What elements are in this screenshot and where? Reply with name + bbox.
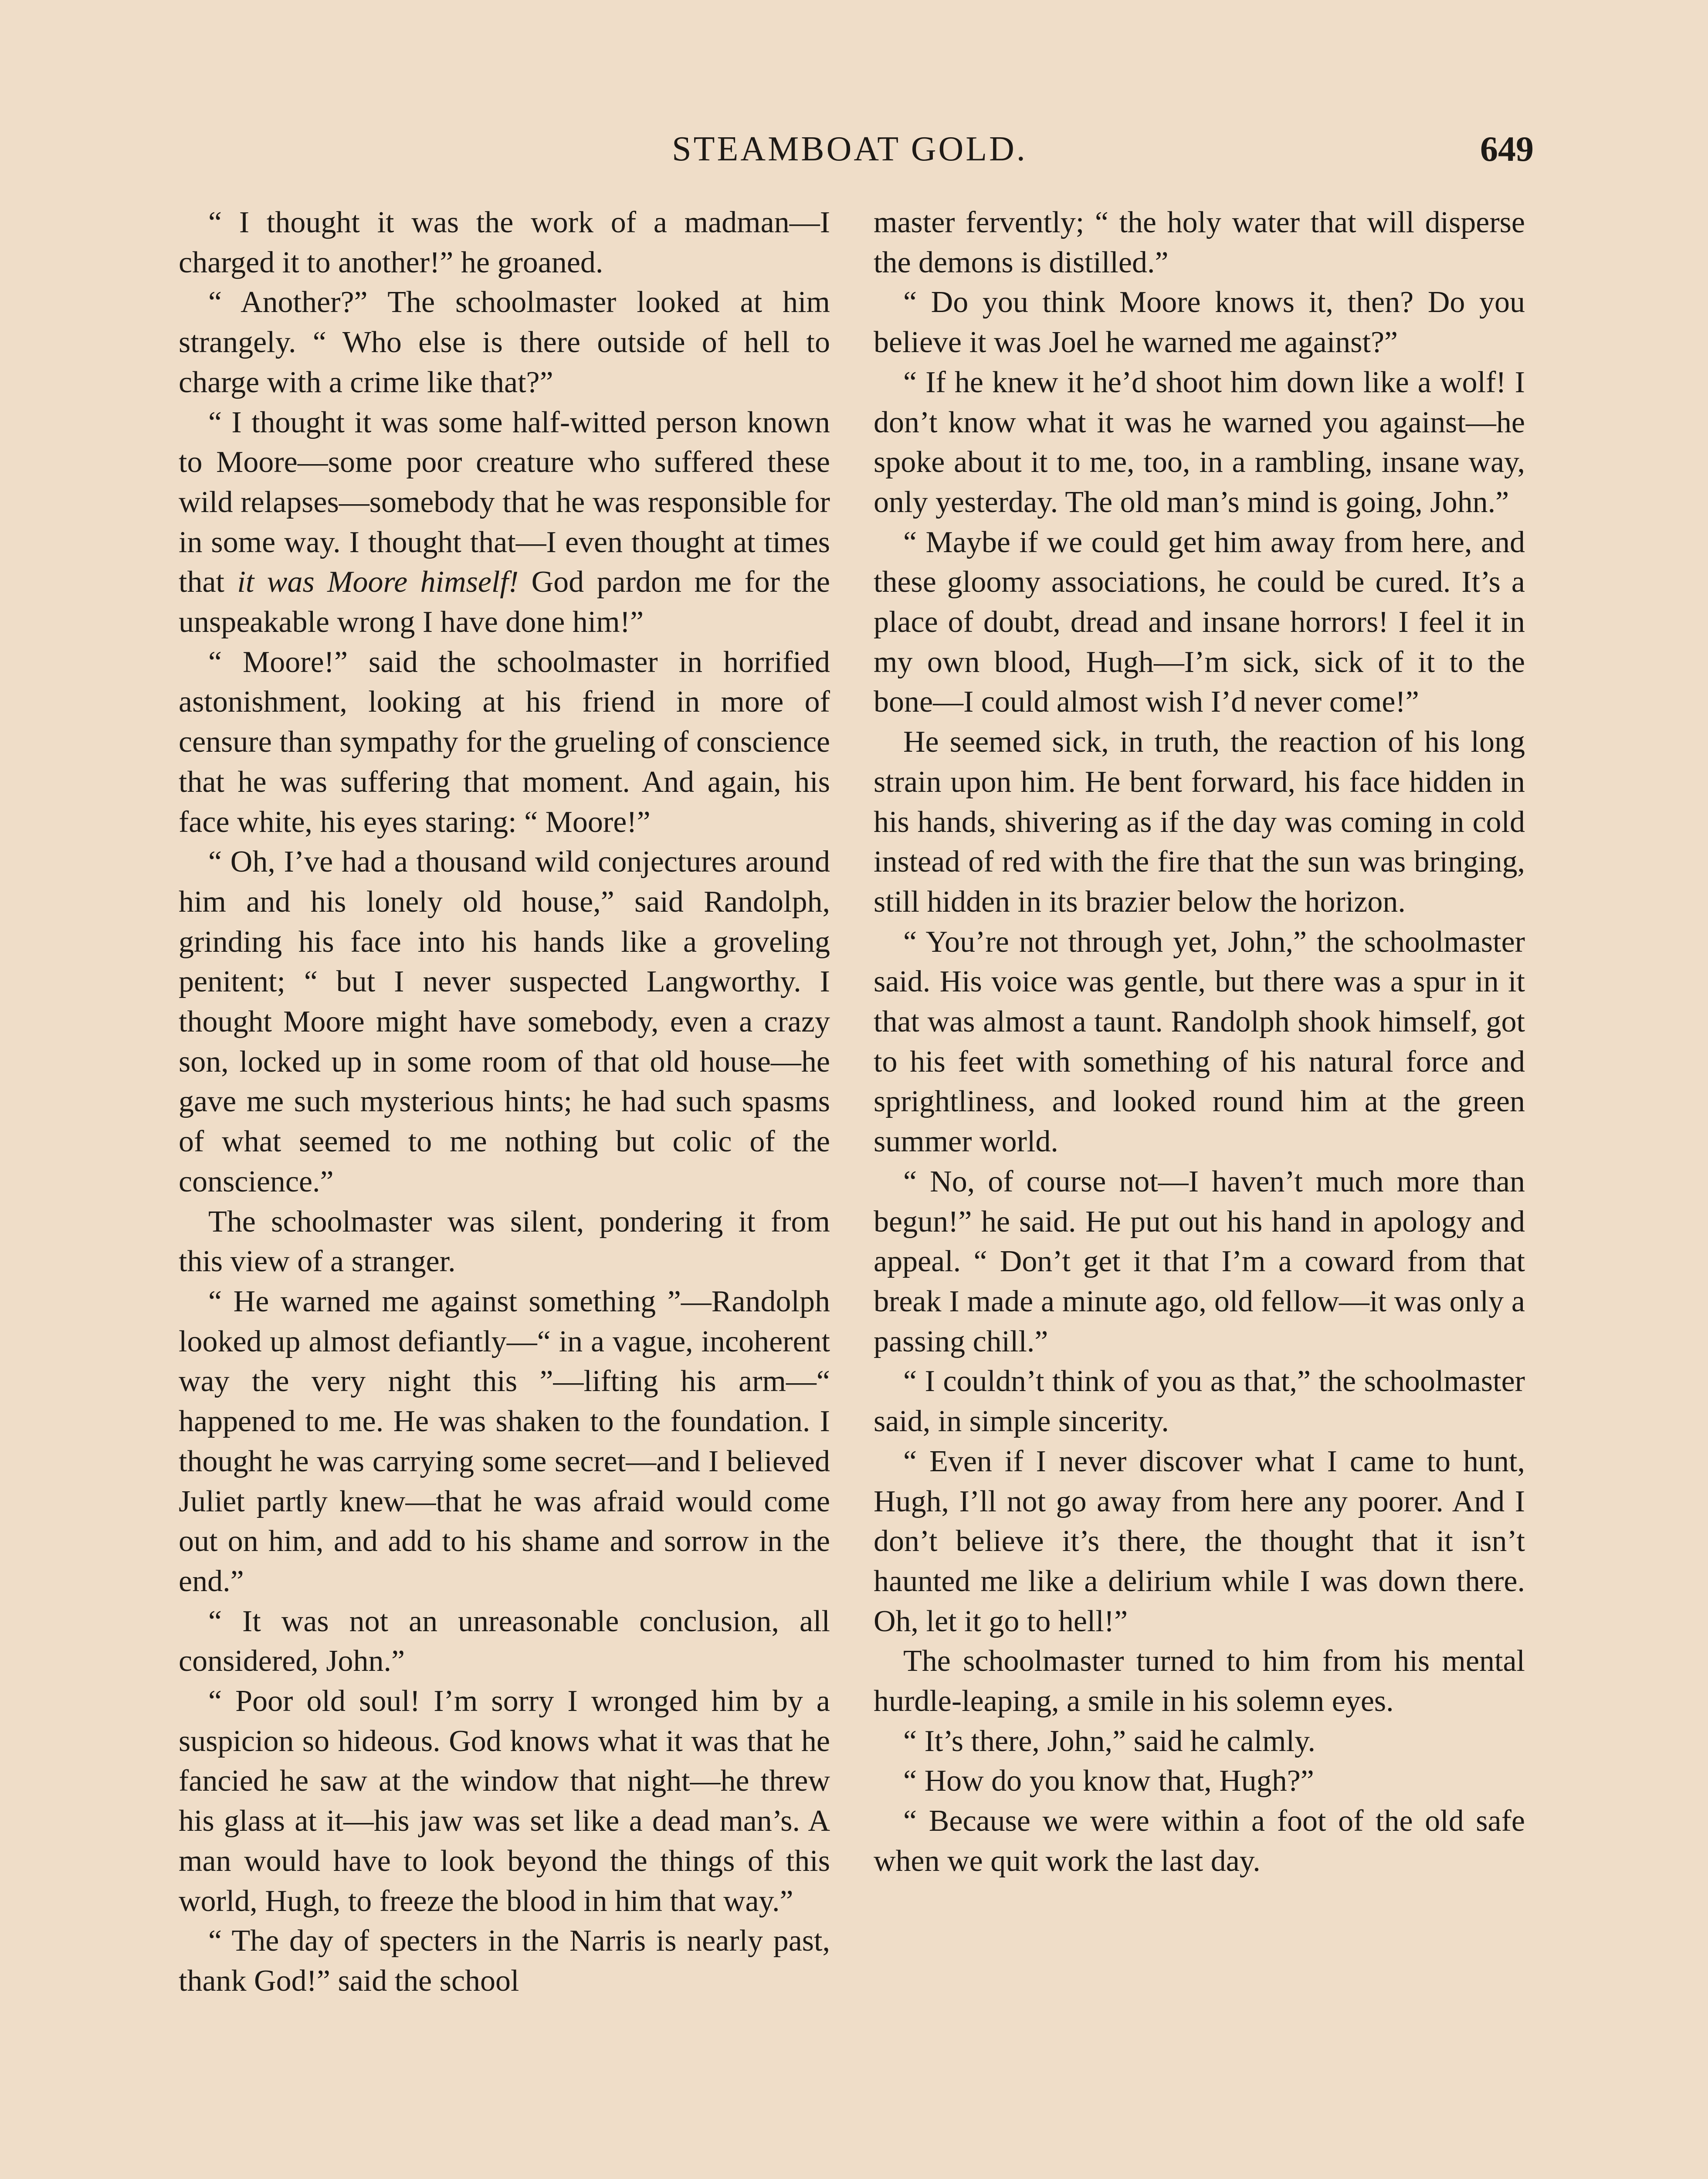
paragraph <box>874 282 1525 362</box>
paragraph-text: “ I couldn’t think of you as that,” the schoolmaster said, in simple sincerity. <box>874 1364 1525 1439</box>
running-title: STEAMBOAT GOLD. <box>672 130 1027 168</box>
paragraph <box>179 1921 830 2001</box>
paragraph <box>874 1641 1525 1721</box>
paragraph <box>874 523 1525 723</box>
paragraph-text: “ Maybe if we could get him away from here, and these gloomy associations, he could be cured. It’s a place of doubt, dread and insane horrors! I feel it in my own blood, Hugh—I’m sick, sick of it to the bone—I could almost wish I’d never come!” <box>874 525 1525 719</box>
paragraph-text: “ You’re not through yet, John,” the schoolmaster said. His voice was gentle, but there was a spur in it that was almost a taunt. Randolph shook himself, got to his feet with something of his natural force and sprightliness, and looked round him at the green summer world. <box>874 925 1525 1159</box>
paragraph-text: “ I thought it was some half-witted person known to Moore—some poor creature who suffered these wild relapses—somebody that he was responsible for in some way. I thought that—I even thought at times that <box>179 405 830 599</box>
paragraph-text: master fervently; “ the holy water that will disperse the demons is distilled.” <box>874 206 1525 279</box>
paragraph <box>874 1361 1525 1441</box>
paragraph-text: “ Oh, I’ve had a thousand wild conjectures around him and his lonely old house,” said Randolph, grinding his face into his hands like a groveling penitent; “ but I never suspected Langworthy. I thought Moore might have somebody, even a crazy son, locked up in some room of that old house—he gave me such mysterious hints; he had such spasms of what seemed to me nothing but colic of the conscience.” <box>179 845 830 1198</box>
paragraph <box>874 1721 1525 1762</box>
paragraph-text: “ Even if I never discover what I came to hunt, Hugh, I’ll not go away from here any poorer. And I don’t believe it’s there, the thought that it isn’t haunted me like a delirium while I was down there. Oh, let it go to hell!” <box>874 1444 1525 1638</box>
paragraph-text: “ It’s there, John,” said he calmly. <box>903 1724 1315 1758</box>
paragraph-text: “ Because we were within a foot of the old safe when we quit work the last day. <box>874 1804 1525 1878</box>
paragraph <box>874 722 1525 922</box>
paragraph-text: “ Another?” The schoolmaster looked at him strangely. “ Who else is there outside of hell to charge with a crime like that?” <box>179 285 830 399</box>
running-head <box>166 127 1534 180</box>
paragraph-text: He seemed sick, in truth, the reaction of his long strain upon him. He bent forward, his face hidden in his hands, shivering as if the day was coming in cold instead of red with the fire that the sun was bringing, still hidden in its brazier below the horizon. <box>874 725 1525 919</box>
paragraph-text: “ I thought it was the work of a madman—I charged it to another!” he groaned. <box>179 206 830 279</box>
left-column <box>179 203 830 2001</box>
right-column <box>874 203 1525 1881</box>
paragraph-text: “ If he knew it he’d shoot him down like a wolf! I don’t know what it was he warned you against—he spoke about it to me, too, in a rambling, insane way, only yesterday. The old man’s mind is going, John.” <box>874 365 1525 519</box>
paragraph <box>874 203 1525 282</box>
paragraph <box>874 1801 1525 1881</box>
paragraph <box>179 842 830 1202</box>
paragraph <box>179 1282 830 1602</box>
paragraph-text: “ Poor old soul! I’m sorry I wronged him by a suspicion so hideous. God knows what it was that he fancied he saw at the window that night—he threw his glass at it—his jaw was set like a dead man’s. A man would have to look beyond the things of this world, Hugh, to freeze the blood in him that way.” <box>179 1684 830 1918</box>
paragraph <box>179 642 830 842</box>
paragraph <box>179 1681 830 1921</box>
paragraph-text: “ Moore!” said the schoolmaster in horrified astonishment, looking at his friend in more of censure than sympathy for the grueling of conscience that he was suffering that moment. And again, his face white, his eyes staring: “ Moore!” <box>179 645 830 839</box>
paragraph-text: “ The day of specters in the Narris is nearly past, thank God!” said the school <box>179 1924 830 1998</box>
paragraph-text: “ He warned me against something ”—Randolph looked up almost defiantly—“ in a vague, incoherent way the very night this ”—lifting his arm—“ happened to me. He was shaken to the foundation. I thought he was carrying some secret—and I believed Juliet partly knew—that he was afraid would come out on him, and add to his shame and sorrow in the end.” <box>179 1284 830 1598</box>
paragraph <box>179 1602 830 1681</box>
paragraph-text: The schoolmaster was silent, pondering it from this view of a stranger. <box>179 1205 830 1279</box>
paragraph-text: “ How do you know that, Hugh?” <box>903 1764 1314 1798</box>
paragraph-text: “ It was not an unreasonable conclusion, all considered, John.” <box>179 1604 830 1678</box>
paragraph <box>179 1202 830 1282</box>
paragraph <box>179 282 830 402</box>
paragraph <box>179 203 830 282</box>
paragraph <box>874 1162 1525 1362</box>
paragraph-text: “ No, of course not—I haven’t much more than begun!” he said. He put out his hand in apology and appeal. “ Don’t get it that I’m a coward from that break I made a minute ago, old fellow—it was only a passing chill.” <box>874 1164 1525 1358</box>
paragraph <box>874 1761 1525 1801</box>
paragraph-text: The schoolmaster turned to him from his mental hurdle-leaping, a smile in his solemn eyes. <box>874 1644 1525 1718</box>
paragraph <box>179 403 830 642</box>
page-number: 649 <box>1480 129 1534 169</box>
paragraph <box>874 922 1525 1162</box>
paragraph <box>874 1442 1525 1642</box>
paragraph-text: “ Do you think Moore knows it, then? Do you believe it was Joel he warned me against?” <box>874 285 1525 360</box>
paragraph <box>874 363 1525 523</box>
italic-text: it was Moore himself! <box>237 565 519 599</box>
paragraph-text: God pardon me for the unspeakable wrong I have done him!” <box>179 565 830 639</box>
